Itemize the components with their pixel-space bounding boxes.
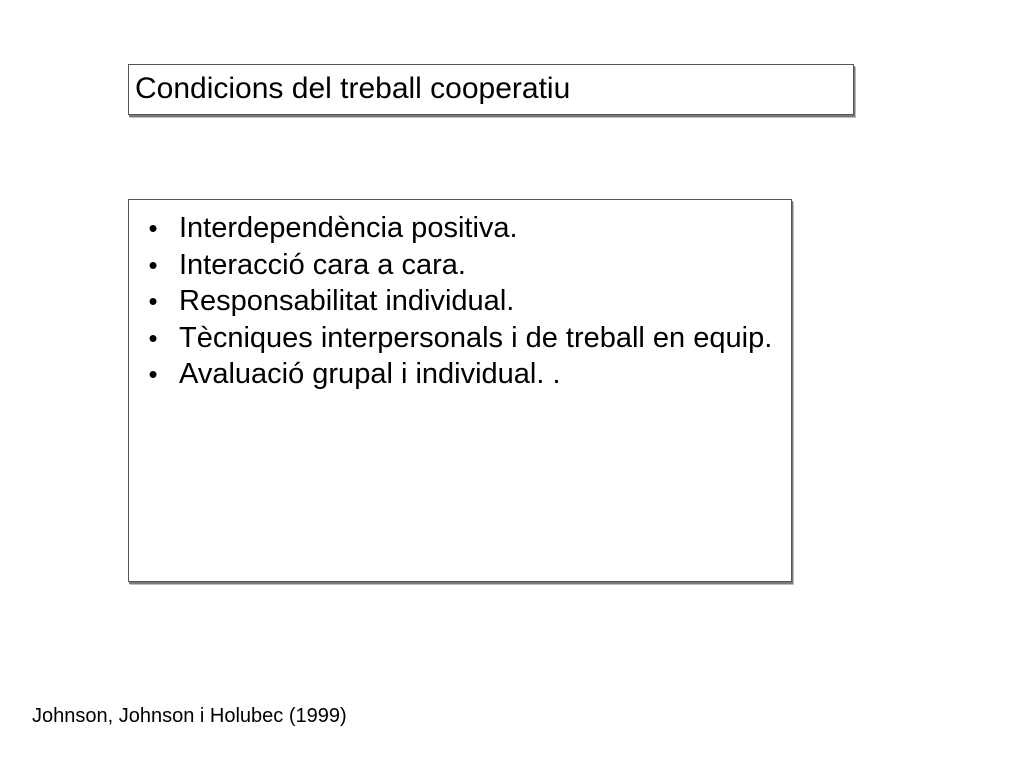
- bullet-dot-icon: •: [148, 359, 158, 389]
- bullet-item-interdependencia: [143, 210, 791, 247]
- title-box: [128, 64, 854, 115]
- bullet-dot-icon: •: [148, 213, 158, 243]
- bullet-item-responsabilitat: [143, 283, 791, 320]
- bullet-text: Interdependència positiva.: [179, 212, 518, 244]
- bullet-text: Tècniques interpersonals i de treball en equip.: [179, 321, 773, 354]
- slide-title: Condicions del treball cooperatiu: [135, 72, 571, 105]
- bullet-text: Avaluació grupal i individual. .: [179, 358, 561, 390]
- bullet-item-tecniques: [143, 320, 791, 357]
- bullet-item-interaccio: [143, 247, 791, 284]
- bullet-dot-icon: •: [148, 286, 158, 316]
- citation: Johnson, Johnson i Holubec (1999): [32, 705, 347, 727]
- bullet-dot-icon: •: [148, 322, 158, 353]
- content-box: [128, 199, 792, 582]
- bullet-list: [143, 210, 791, 393]
- bullet-dot-icon: •: [148, 249, 158, 280]
- bullet-text: Interacció cara a cara.: [179, 248, 466, 281]
- bullet-text: Responsabilitat individual.: [179, 285, 515, 317]
- bullet-item-avaluacio: [143, 356, 791, 393]
